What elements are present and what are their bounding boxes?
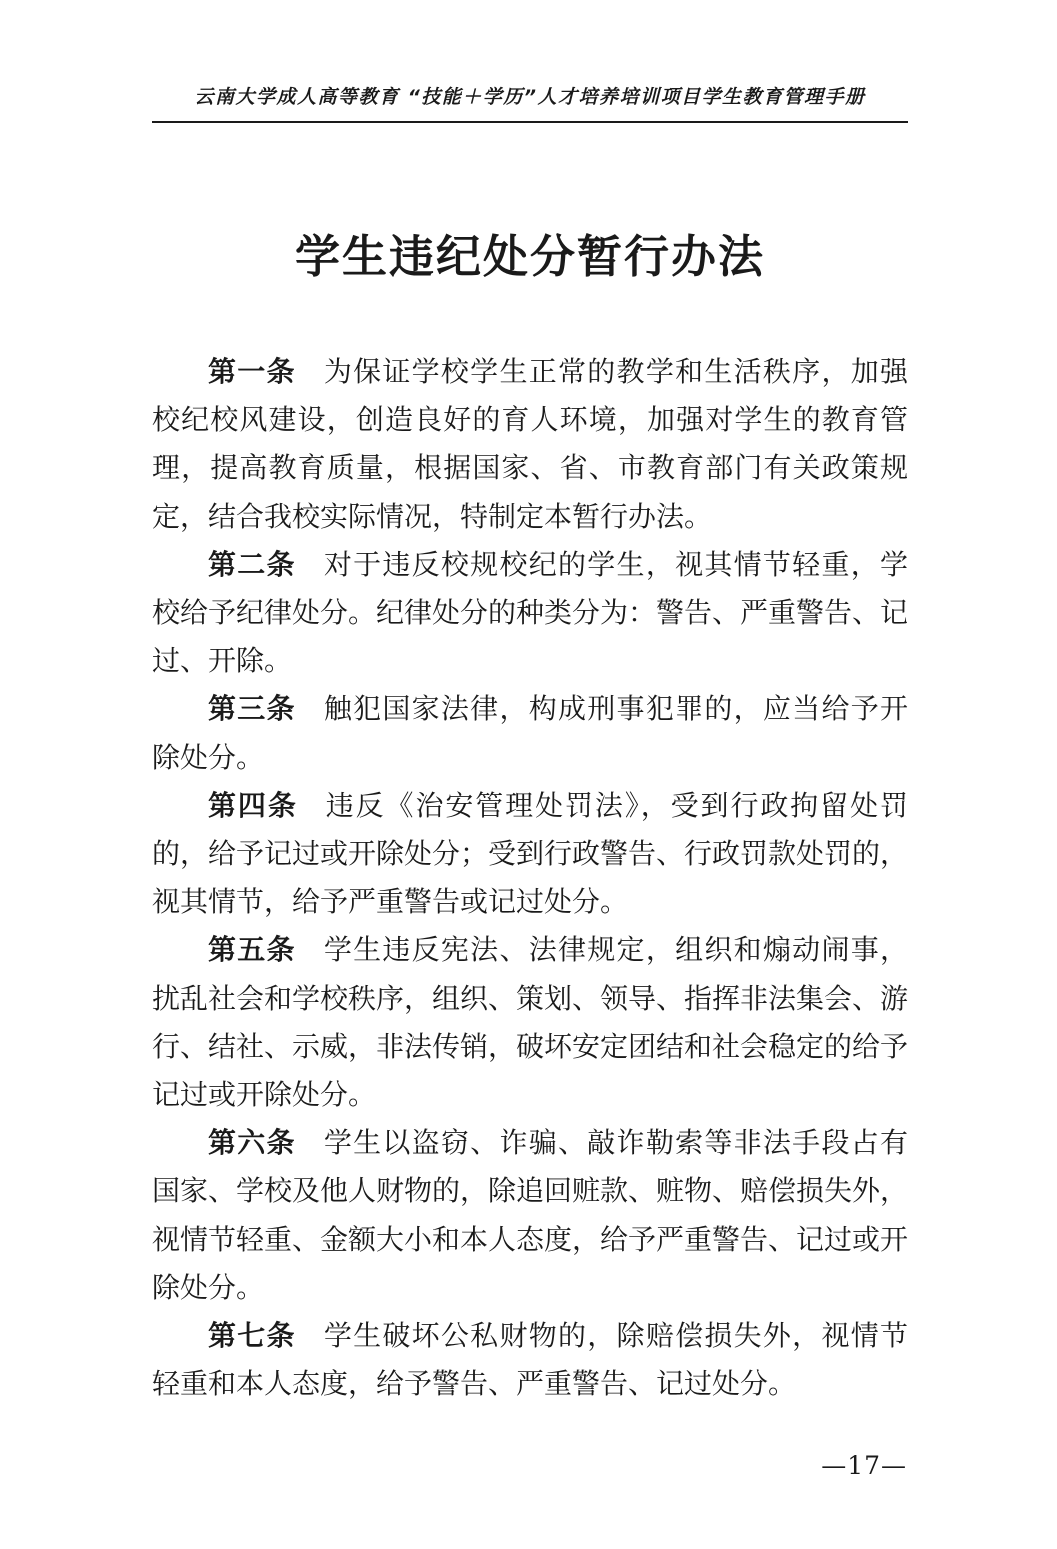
article-text: 学生破坏公私财物的，除赔偿损失外，视情节轻重和本人态度，给予警告、严重警告、记过处分。 xyxy=(152,1319,908,1401)
article-text: 学生违反宪法、法律规定，组织和煽动闹事，扰乱社会和学校秩序，组织、策划、领导、指挥非法集会、游行、结社、示威，非法传销，破坏安定团结和社会稳定的给予记过或开除处分。 xyxy=(152,933,909,1112)
running-header: 云南大学成人高等教育 “技能＋学历”人才培养培训项目学生教育管理手册 xyxy=(194,86,866,108)
header-divider xyxy=(152,121,908,123)
article-number: 第一条 xyxy=(208,355,296,388)
article-number: 第五条 xyxy=(208,933,296,967)
article-5 xyxy=(152,926,908,1119)
document-body xyxy=(152,348,908,1408)
article-text: 违反《治安管理处罚法》，受到行政拘留处罚的，给予记过或开除处分；受到行政警告、行政罚款处罚的，视其情节，给予严重警告或记过处分。 xyxy=(152,788,909,919)
article-number: 第七条 xyxy=(208,1319,296,1353)
article-7 xyxy=(152,1312,908,1408)
document-title: 学生违纪处分暂行办法 xyxy=(294,230,765,283)
article-4 xyxy=(152,782,908,927)
article-text: 触犯国家法律，构成刑事犯罪的，应当给予开除处分。 xyxy=(152,692,908,774)
article-6 xyxy=(152,1119,908,1312)
article-text: 学生以盗窃、诈骗、敲诈勒索等非法手段占有国家、学校及他人财物的，除追回赃款、赃物、赔偿损失外，视情节轻重、金额大小和本人态度，给予严重警告、记过或开除处分。 xyxy=(152,1126,909,1304)
article-number: 第四条 xyxy=(208,788,298,822)
article-2 xyxy=(152,541,908,686)
article-1 xyxy=(152,348,908,541)
page-number: —17— xyxy=(821,1451,907,1480)
article-text: 为保证学校学生正常的教学和生活秩序，加强校纪校风建设，创造良好的育人环境，加强对学生的教育管理，提高教育质量，根据国家、省、市教育部门有关政策规定，结合我校实际情况，特制定本暂行办法。 xyxy=(152,355,908,533)
article-text: 对于违反校规校纪的学生，视其情节轻重，学校给予纪律处分。纪律处分的种类分为：警告、严重警告、记过、开除。 xyxy=(152,547,909,678)
article-number: 第三条 xyxy=(208,692,296,726)
article-number: 第六条 xyxy=(208,1126,296,1160)
article-number: 第二条 xyxy=(208,547,296,581)
article-3 xyxy=(152,685,908,781)
